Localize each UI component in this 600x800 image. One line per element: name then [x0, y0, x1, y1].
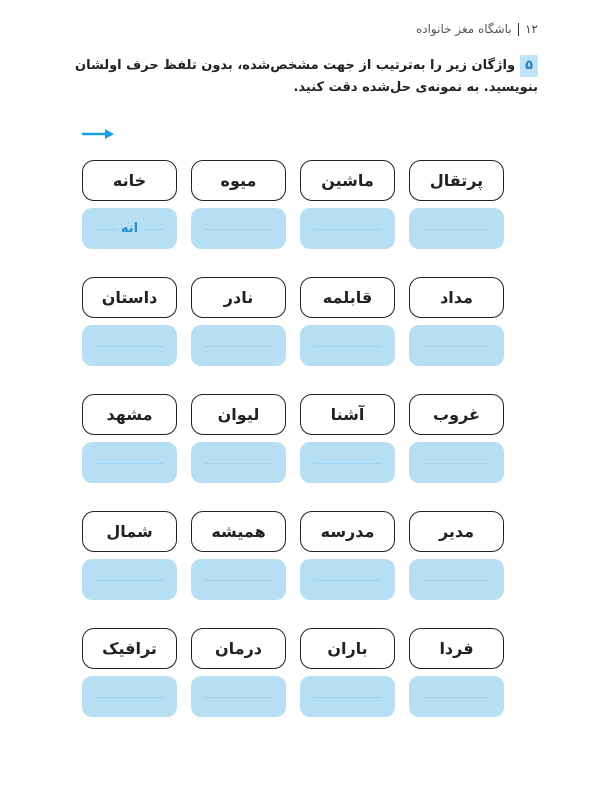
word-row: [82, 511, 504, 600]
answer-field[interactable]: [191, 559, 286, 600]
header-divider: [518, 23, 520, 36]
word-card: مشهد: [82, 394, 177, 435]
answer-field[interactable]: [300, 559, 395, 600]
word-card: درمان: [191, 628, 286, 669]
question-text: واژگان زیر را به‌ترتیب از جهت مشخص‌شده، بدون تلفظ حرف اولشان بنویسید. به نمونه‌ی حل‌شده دقت کنید.: [75, 58, 538, 95]
word-card: ترافیک: [82, 628, 177, 669]
answer-field[interactable]: [82, 208, 177, 249]
answer-field[interactable]: [409, 208, 504, 249]
word-card: میوه: [191, 160, 286, 201]
question-number: ۵: [520, 55, 538, 77]
word-grid: [82, 160, 504, 745]
book-title: باشگاه مغز خانواده: [415, 22, 512, 36]
word-card: پرتقال: [409, 160, 504, 201]
answer-field[interactable]: [300, 442, 395, 483]
answer-field[interactable]: [191, 208, 286, 249]
word-card: باران: [300, 628, 395, 669]
answer-field[interactable]: [191, 442, 286, 483]
word-card: خانه: [82, 160, 177, 201]
answer-field[interactable]: [82, 676, 177, 717]
answer-field[interactable]: [409, 559, 504, 600]
word-card: آشنا: [300, 394, 395, 435]
word-card: قابلمه: [300, 277, 395, 318]
word-card: نادر: [191, 277, 286, 318]
word-card: ماشین: [300, 160, 395, 201]
answer-field[interactable]: [300, 676, 395, 717]
answer-field[interactable]: [409, 676, 504, 717]
answer-text: انه: [118, 221, 141, 236]
answer-field[interactable]: [82, 559, 177, 600]
word-card: همیشه: [191, 511, 286, 552]
answer-field[interactable]: [409, 325, 504, 366]
answer-field[interactable]: [191, 676, 286, 717]
answer-field[interactable]: [300, 325, 395, 366]
word-card: مدرسه: [300, 511, 395, 552]
answer-field[interactable]: [300, 208, 395, 249]
word-card: مداد: [409, 277, 504, 318]
answer-field[interactable]: [409, 442, 504, 483]
page-number: ۱۲: [525, 22, 538, 36]
word-card: غروب: [409, 394, 504, 435]
word-card: داستان: [82, 277, 177, 318]
answer-field[interactable]: [82, 442, 177, 483]
word-row: [82, 160, 504, 249]
word-card: فردا: [409, 628, 504, 669]
word-row: [82, 277, 504, 366]
word-card: لیوان: [191, 394, 286, 435]
word-card: شمال: [82, 511, 177, 552]
answer-field[interactable]: [191, 325, 286, 366]
word-card: مدیر: [409, 511, 504, 552]
question-instruction: [70, 55, 538, 99]
page-header: [416, 22, 538, 36]
word-row: [82, 394, 504, 483]
arrow-right-icon: [82, 128, 116, 140]
answer-field[interactable]: [82, 325, 177, 366]
word-row: [82, 628, 504, 717]
